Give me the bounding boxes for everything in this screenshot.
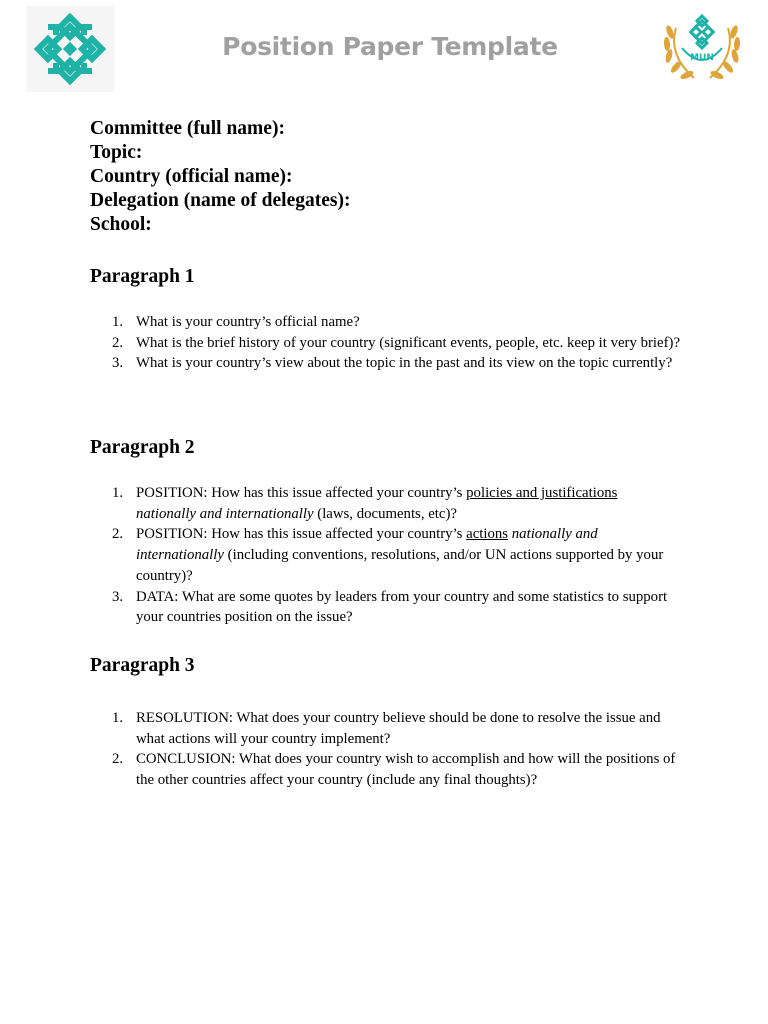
document-header — [0, 0, 768, 100]
field-delegation: Delegation (name of delegates): — [90, 190, 351, 211]
paragraph-2-heading: Paragraph 2 — [90, 437, 195, 458]
list-item: 1. What is your country’s official name? — [112, 314, 360, 330]
header-fields — [90, 117, 350, 237]
paragraph-3-heading: Paragraph 3 — [90, 655, 195, 676]
list-item: 2. CONCLUSION: What does your country wish to accomplish and how will the positions of the other countries affect your country (include any final thoughts)? — [112, 751, 676, 789]
paragraph-1-list — [90, 312, 680, 374]
list-item: 2. POSITION: How has this issue affected your country’s actions nationally and internationally (including conventions, resolutions, and/or UN actions supported by your country)? — [112, 526, 664, 584]
list-item: 2. What is the brief history of your country (significant events, people, etc. keep it very brief)? — [112, 334, 681, 351]
field-committee: Committee (full name): — [90, 118, 285, 139]
mun-logo-text: MUN — [690, 53, 714, 63]
mun-laurel-emblem-icon — [658, 10, 746, 84]
logo-right — [658, 10, 746, 84]
list-item: 3. What is your country’s view about the topic in the past and its view on the topic currently? — [112, 355, 673, 372]
list-item: 3. DATA: What are some quotes by leaders from your country and some statistics to support your countries position on the issue? — [112, 588, 668, 626]
field-country: Country (official name): — [90, 166, 293, 187]
paragraph-2-list — [90, 483, 680, 628]
field-topic: Topic: — [90, 142, 143, 163]
paragraph-3-list — [90, 708, 680, 791]
paragraph-1-heading: Paragraph 1 — [90, 266, 195, 287]
list-item: 1. POSITION: How has this issue affected your country’s policies and justifications nationally and internationally (laws, documents, etc)? — [112, 485, 618, 522]
page-title: Position Paper Template — [222, 32, 558, 61]
field-school: School: — [90, 214, 152, 235]
list-item: 1. RESOLUTION: What does your country believe should be done to resolve the issue and what actions will your country implement? — [112, 710, 661, 747]
